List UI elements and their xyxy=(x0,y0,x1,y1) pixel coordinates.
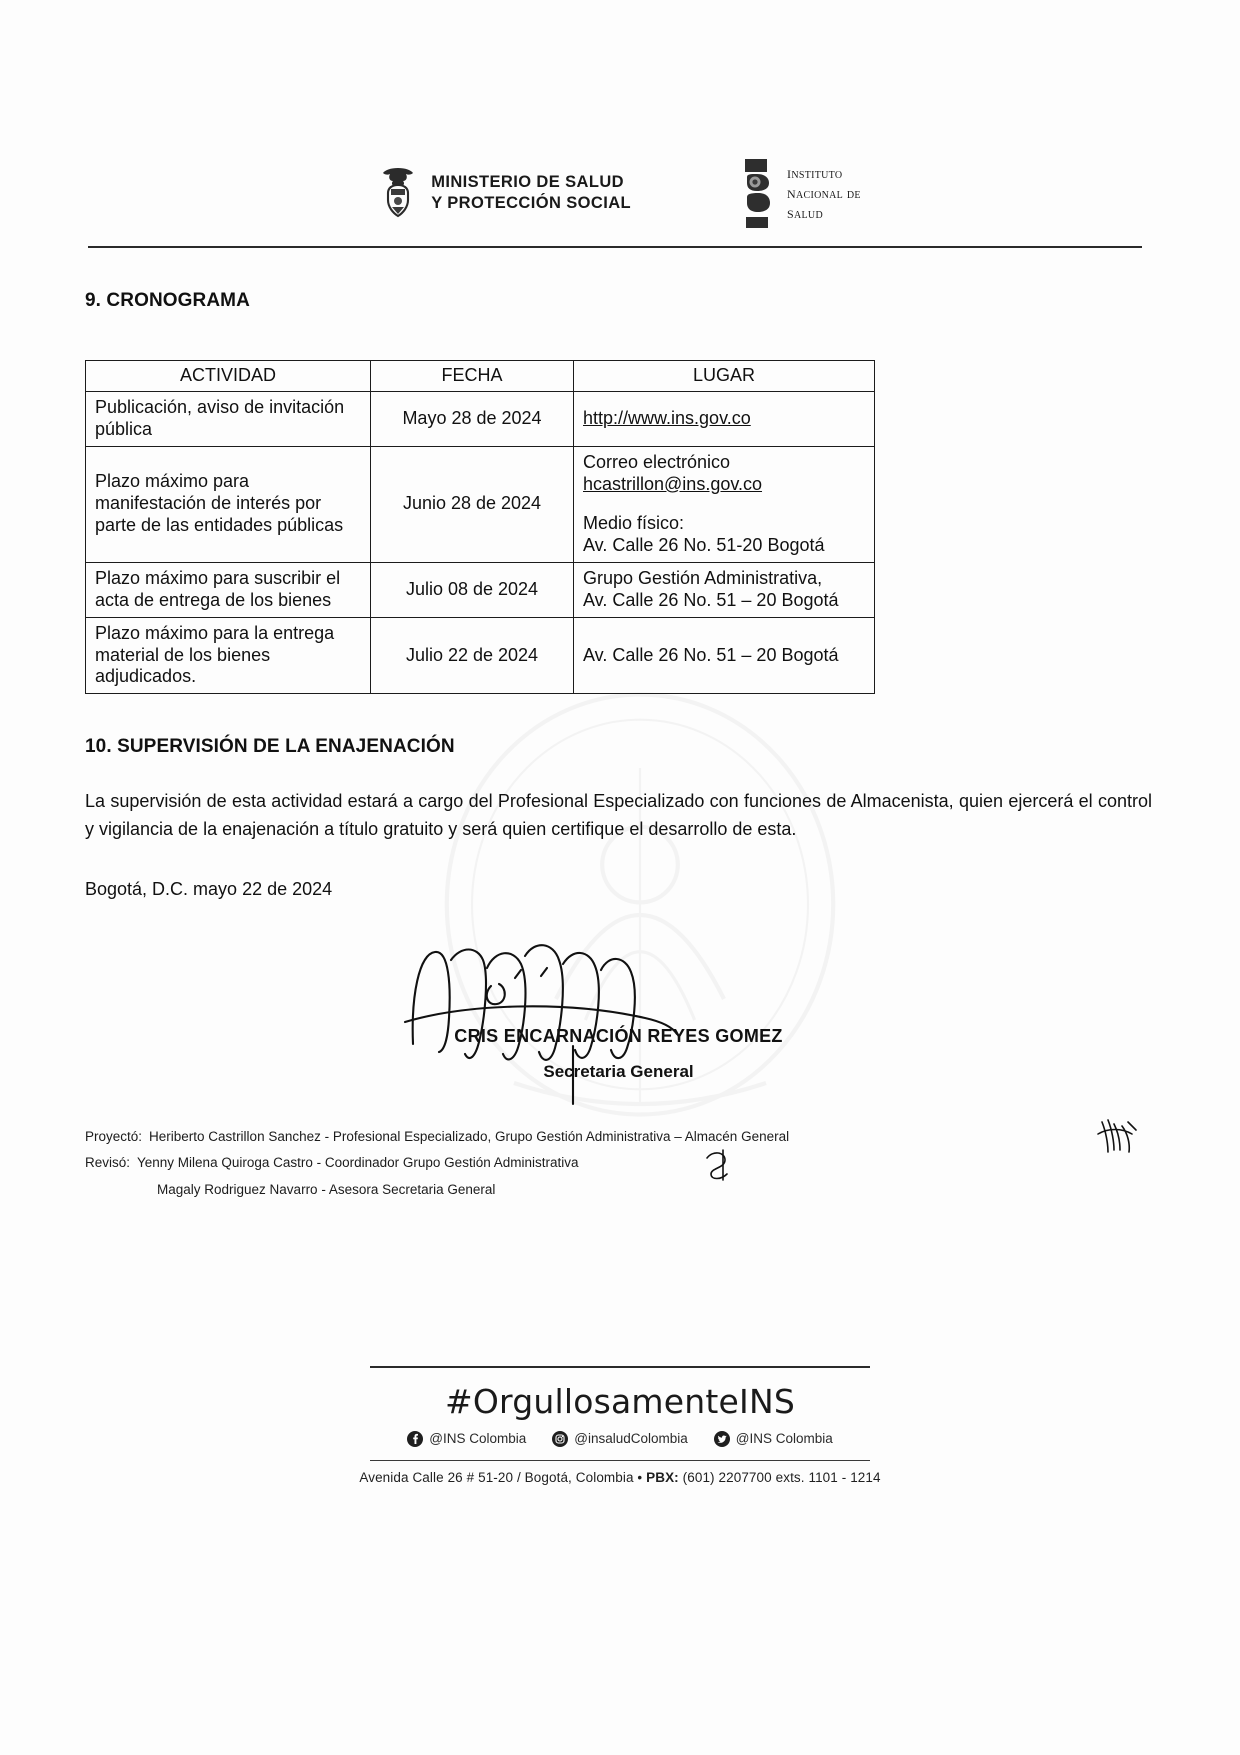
footer-divider-bottom xyxy=(370,1460,870,1461)
cronograma-table-wrapper xyxy=(85,360,1152,694)
contact-email-link[interactable]: hcastrillon@ins.gov.co xyxy=(583,473,763,494)
cell-actividad: Plazo máximo para manifestación de interés por parte de las entidades públicas xyxy=(86,446,371,562)
facebook-icon xyxy=(407,1431,423,1447)
cell-lugar xyxy=(574,446,875,562)
table-row xyxy=(86,446,875,562)
footer-pbx-label: PBX: xyxy=(646,1470,679,1485)
credit-value-advisor: Magaly Rodriguez Navarro - Asesora Secretaria General xyxy=(157,1181,496,1197)
social-item-facebook[interactable] xyxy=(407,1431,526,1447)
cell-actividad: Plazo máximo para la entrega material de los bienes adjudicados. xyxy=(86,617,371,694)
credit-label-reviewed: Revisó: xyxy=(85,1155,131,1171)
table-row xyxy=(86,617,875,694)
colombia-coat-of-arms-icon xyxy=(379,166,417,220)
table-row xyxy=(86,562,875,617)
ins-logo xyxy=(741,157,861,229)
credit-value-reviewed: Yenny Milena Quiroga Castro - Coordinador Grupo Gestión Administrativa xyxy=(137,1155,579,1171)
credit-row-reviewed xyxy=(85,1150,1152,1176)
lugar-physical-label: Medio físico: xyxy=(583,512,685,533)
social-handle-facebook: @INS Colombia xyxy=(429,1431,527,1447)
lugar-address: Av. Calle 26 No. 51 – 20 Bogotá xyxy=(583,589,839,610)
column-header-lugar: LUGAR xyxy=(574,361,875,392)
section-title-cronograma: 9. CRONOGRAMA xyxy=(85,290,250,311)
cell-lugar: Av. Calle 26 No. 51 – 20 Bogotá xyxy=(574,617,875,694)
table-row xyxy=(86,391,875,446)
ins-label xyxy=(787,163,861,223)
cell-lugar xyxy=(574,562,875,617)
minsalud-line1: MINISTERIO DE SALUD xyxy=(431,172,624,191)
credit-row-advisor xyxy=(85,1177,1152,1203)
social-handle-twitter: @INS Colombia xyxy=(735,1431,833,1447)
social-links xyxy=(0,1431,1240,1447)
lugar-physical-address: Av. Calle 26 No. 51-20 Bogotá xyxy=(583,534,825,555)
cell-fecha: Julio 08 de 2024 xyxy=(371,562,574,617)
document-date: Bogotá, D.C. mayo 22 de 2024 xyxy=(85,879,333,900)
minsalud-logo xyxy=(379,166,631,220)
instagram-icon xyxy=(552,1431,568,1447)
cell-fecha: Mayo 28 de 2024 xyxy=(371,391,574,446)
twitter-icon xyxy=(714,1431,730,1447)
footer-pbx-value: (601) 2207700 exts. 1101 - 1214 xyxy=(678,1470,881,1485)
signer-name: CRIS ENCARNACIÓN REYES GOMEZ xyxy=(454,1026,783,1047)
lugar-email-label: Correo electrónico xyxy=(583,451,731,472)
spacer xyxy=(583,496,865,513)
signature-area xyxy=(85,926,1152,1106)
ins-line2: nacional de xyxy=(787,182,861,202)
cell-fecha: Junio 28 de 2024 xyxy=(371,446,574,562)
document-footer xyxy=(0,1366,1240,1485)
initials-rubric-icon xyxy=(1096,1116,1140,1156)
minsalud-line2: Y PROTECCIÓN SOCIAL xyxy=(431,194,632,212)
credit-label-projected: Proyectó: xyxy=(85,1129,143,1145)
footer-hashtag: #OrgullosamenteINS xyxy=(445,1381,795,1421)
cell-actividad: Plazo máximo para suscribir el acta de entrega de los bienes xyxy=(86,562,371,617)
ins-website-link[interactable]: http://www.ins.gov.co xyxy=(583,407,751,428)
ins-line1: instituto xyxy=(787,162,843,182)
minsalud-label xyxy=(431,172,631,214)
cell-actividad: Publicación, aviso de invitación pública xyxy=(86,391,371,446)
credit-value-projected: Heriberto Castrillon Sanchez - Profesional Especializado, Grupo Gestión Administrativa – Almacén General xyxy=(149,1129,790,1145)
document-header xyxy=(0,160,1240,250)
credits-block xyxy=(85,1124,1152,1203)
cell-lugar xyxy=(574,391,875,446)
footer-divider-top xyxy=(370,1366,870,1368)
social-handle-instagram: @insaludColombia xyxy=(574,1431,688,1447)
social-item-instagram[interactable] xyxy=(552,1431,688,1447)
signer-role: Secretaria General xyxy=(543,1062,694,1082)
cronograma-table xyxy=(85,360,875,694)
table-header-row xyxy=(86,361,875,392)
header-divider xyxy=(88,246,1142,248)
footer-address-prefix: Avenida Calle 26 # 51-20 / Bogotá, Colombia • xyxy=(359,1470,647,1485)
column-header-fecha: FECHA xyxy=(371,361,574,392)
section-title-supervision: 10. SUPERVISIÓN DE LA ENAJENACIÓN xyxy=(85,736,455,758)
document-content xyxy=(85,290,1152,1203)
credit-row-projected xyxy=(85,1124,1152,1150)
supervision-paragraph: La supervisión de esta actividad estará a cargo del Profesional Especializado con funciones de Almacenista, quien ejercerá el control y vigilancia de la enajenación a título gratuito y será quien certifique el desarrollo de esta. xyxy=(85,791,1152,839)
social-item-twitter[interactable] xyxy=(714,1431,833,1447)
signature-mark-icon xyxy=(703,1148,737,1182)
cell-fecha: Julio 22 de 2024 xyxy=(371,617,574,694)
footer-address xyxy=(0,1470,1240,1485)
ins-logo-icon xyxy=(741,157,777,229)
ins-line3: salud xyxy=(787,203,823,223)
column-header-actividad: ACTIVIDAD xyxy=(86,361,371,392)
lugar-group-name: Grupo Gestión Administrativa, xyxy=(583,567,823,588)
